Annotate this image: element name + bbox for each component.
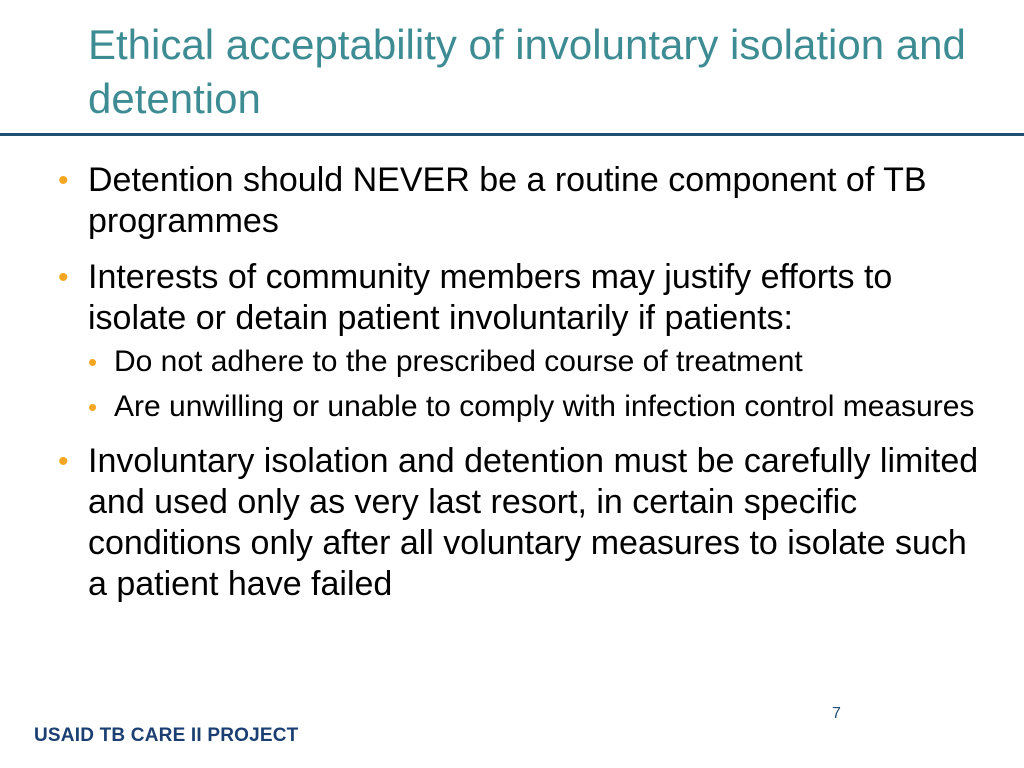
bullet-dot-icon: •	[58, 164, 69, 197]
bullet-dot-icon: •	[88, 347, 98, 377]
sub-bullet-text: Are unwilling or unable to comply with infection control measures	[114, 390, 975, 423]
bullet-dot-icon: •	[88, 392, 98, 422]
sub-bullet-text: Do not adhere to the prescribed course of treatment	[114, 345, 803, 378]
page-number: 7	[832, 705, 841, 722]
title-divider	[0, 133, 1024, 136]
bullet-item	[0, 257, 1024, 426]
slide-title: Ethical acceptability of involuntary isolation and detention	[88, 21, 966, 122]
footer-logo: USAID TB CARE II PROJECT	[34, 725, 299, 746]
bullet-item	[0, 441, 1024, 605]
bullet-dot-icon: •	[58, 261, 69, 294]
bullet-text: Involuntary isolation and detention must be carefully limited and used only as very last resort, in certain specific conditions only after all voluntary measures to isolate such a patient have failed	[88, 442, 979, 603]
sub-bullet-item	[88, 388, 984, 426]
bullet-dot-icon: •	[58, 445, 69, 478]
bullet-text: Detention should NEVER be a routine component of TB programmes	[88, 161, 927, 240]
bullet-item	[0, 160, 1024, 242]
sub-bullet-item	[88, 343, 984, 381]
bullet-list	[0, 160, 1024, 620]
bullet-text: Interests of community members may justify efforts to isolate or detain patient involuntarily if patients:	[88, 258, 893, 337]
sub-bullet-list	[88, 343, 984, 426]
